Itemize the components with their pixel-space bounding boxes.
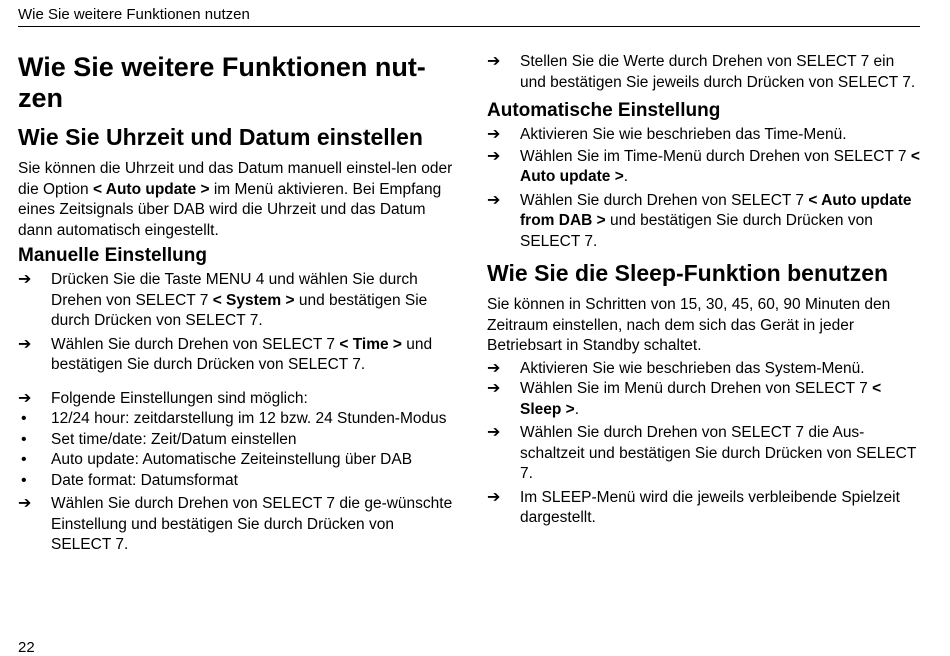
- arrow-icon: ➔: [487, 191, 501, 209]
- auto-heading: Automatische Einstellung: [487, 100, 721, 121]
- sleep-intro: Sie können in Schritten von 15, 30, 45, 60, 90 Minuten den Zeitraum einstellen, nach dem sich das Gerät in jeder Betriebsart in Standby schaltet.: [487, 296, 891, 354]
- step-text: Wählen Sie durch Drehen von SELECT 7 die ge-wünschte Einstellung und bestätigen Sie durch Drücken von SELECT 7.: [51, 495, 453, 553]
- arrow-icon: ➔: [487, 147, 501, 165]
- arrow-icon: ➔: [487, 488, 501, 506]
- step-text: Im SLEEP-Menü wird die jeweils verbleibende Spielzeit dargestellt.: [520, 488, 900, 526]
- list-item: [487, 125, 920, 146]
- step-text: Stellen Sie die Werte durch Drehen von SELECT 7 ein und bestätigen Sie jeweils durch Drücken von SELECT 7.: [520, 53, 916, 91]
- arrow-icon: ➔: [18, 271, 32, 288]
- step-text-end: und bestätigen Sie durch Drücken von SELECT 7.: [51, 291, 428, 329]
- manual-steps: [18, 270, 458, 376]
- bullet-icon: •: [21, 410, 27, 427]
- values-step: [487, 52, 920, 93]
- list-item: [18, 494, 458, 556]
- step-text: Aktivieren Sie wie beschrieben das Time-Menü.: [520, 126, 847, 143]
- arrow-icon: ➔: [487, 53, 501, 70]
- list-item: [18, 335, 458, 376]
- sleep-steps: [487, 359, 920, 529]
- page-title-line1: Wie Sie weitere Funktionen nut-: [18, 52, 426, 82]
- intro-paragraph: [18, 159, 458, 241]
- bullet-icon: •: [21, 451, 27, 468]
- step-text: Aktivieren Sie wie beschrieben das System-Menü.: [520, 359, 865, 377]
- right-column: [487, 52, 920, 532]
- list-item: [487, 359, 920, 380]
- step-option: < Time >: [339, 335, 402, 353]
- step-text: Wählen Sie durch Drehen von SELECT 7 die Aus-schaltzeit und bestätigen Sie durch Drücken von SELECT 7.: [520, 424, 917, 482]
- page-number: 22: [18, 639, 35, 656]
- step-option: < Auto update >: [520, 147, 920, 185]
- list-item: [487, 379, 920, 420]
- bullet-icon: •: [21, 430, 27, 448]
- step-text-end: und bestätigen Sie durch Drücken von SELECT 7.: [51, 335, 433, 373]
- step-text: Wählen Sie im Menü durch Drehen von SELECT 7: [520, 380, 873, 397]
- arrow-icon: ➔: [18, 335, 32, 353]
- step-text: Folgende Einstellungen sind möglich:: [51, 389, 308, 407]
- header-rule: [18, 26, 920, 27]
- step-text: Wählen Sie durch Drehen von SELECT 7: [51, 335, 340, 353]
- option-text: Set time/date: Zeit/Datum einstellen: [51, 430, 297, 448]
- settings-list: [18, 389, 458, 556]
- arrow-icon: ➔: [487, 380, 501, 397]
- option-text: Auto update: Automatische Zeiteinstellung über DAB: [51, 451, 413, 468]
- list-item: [487, 52, 920, 93]
- arrow-icon: ➔: [18, 389, 32, 407]
- option-text: 12/24 hour: zeitdarstellung im 12 bzw. 24 Stunden-Modus: [51, 410, 447, 427]
- arrow-icon: ➔: [487, 126, 501, 143]
- step-text: Wählen Sie im Time-Menü durch Drehen von SELECT 7: [520, 147, 911, 165]
- step-text-end: .: [574, 400, 580, 418]
- intro-text-end: im Menü aktivieren. Bei Empfang eines Zeitsignals über DAB wird die Uhrzeit und das Datum dann automatisch eingestellt.: [18, 180, 442, 239]
- manual-heading: Manuelle Einstellung: [18, 245, 207, 266]
- step-option: < System >: [212, 291, 295, 309]
- arrow-icon: ➔: [487, 424, 501, 441]
- section-title-sleep: Wie Sie die Sleep-Funktion benutzen: [487, 260, 889, 286]
- left-column: [18, 52, 458, 559]
- page-title: [18, 52, 458, 114]
- list-item: [487, 423, 920, 485]
- list-item: [18, 450, 458, 471]
- step-option: < Sleep >: [520, 380, 882, 418]
- step-text-end: und bestätigen Sie durch Drücken von SELECT 7.: [520, 212, 873, 250]
- intro-text: Sie können die Uhrzeit und das Datum manuell einstel-len oder die Option: [18, 160, 453, 198]
- step-text-end: .: [623, 168, 629, 185]
- option-text: Date format: Datumsformat: [51, 471, 238, 489]
- auto-steps: [487, 125, 920, 252]
- spacer: [18, 379, 458, 389]
- list-item: [18, 471, 458, 492]
- intro-option: < Auto update >: [92, 180, 210, 198]
- step-text: Drücken Sie die Taste MENU 4 und wählen Sie durch Drehen von SELECT 7: [51, 271, 418, 309]
- page-title-line2: zen: [18, 83, 64, 113]
- section-title-time-date: Wie Sie Uhrzeit und Datum einstellen: [18, 124, 423, 150]
- running-header: Wie Sie weitere Funktionen nutzen: [18, 6, 250, 23]
- bullet-icon: •: [21, 471, 27, 489]
- step-text: Wählen Sie durch Drehen von SELECT 7: [520, 191, 809, 209]
- list-item: [18, 430, 458, 451]
- arrow-icon: ➔: [487, 359, 501, 377]
- list-item: [487, 488, 920, 529]
- list-item: [18, 389, 458, 410]
- list-item: [18, 270, 458, 332]
- arrow-icon: ➔: [18, 495, 32, 512]
- step-option: < Auto update from DAB >: [520, 191, 912, 229]
- list-item: [18, 409, 458, 430]
- list-item: [487, 147, 920, 188]
- list-item: [487, 191, 920, 253]
